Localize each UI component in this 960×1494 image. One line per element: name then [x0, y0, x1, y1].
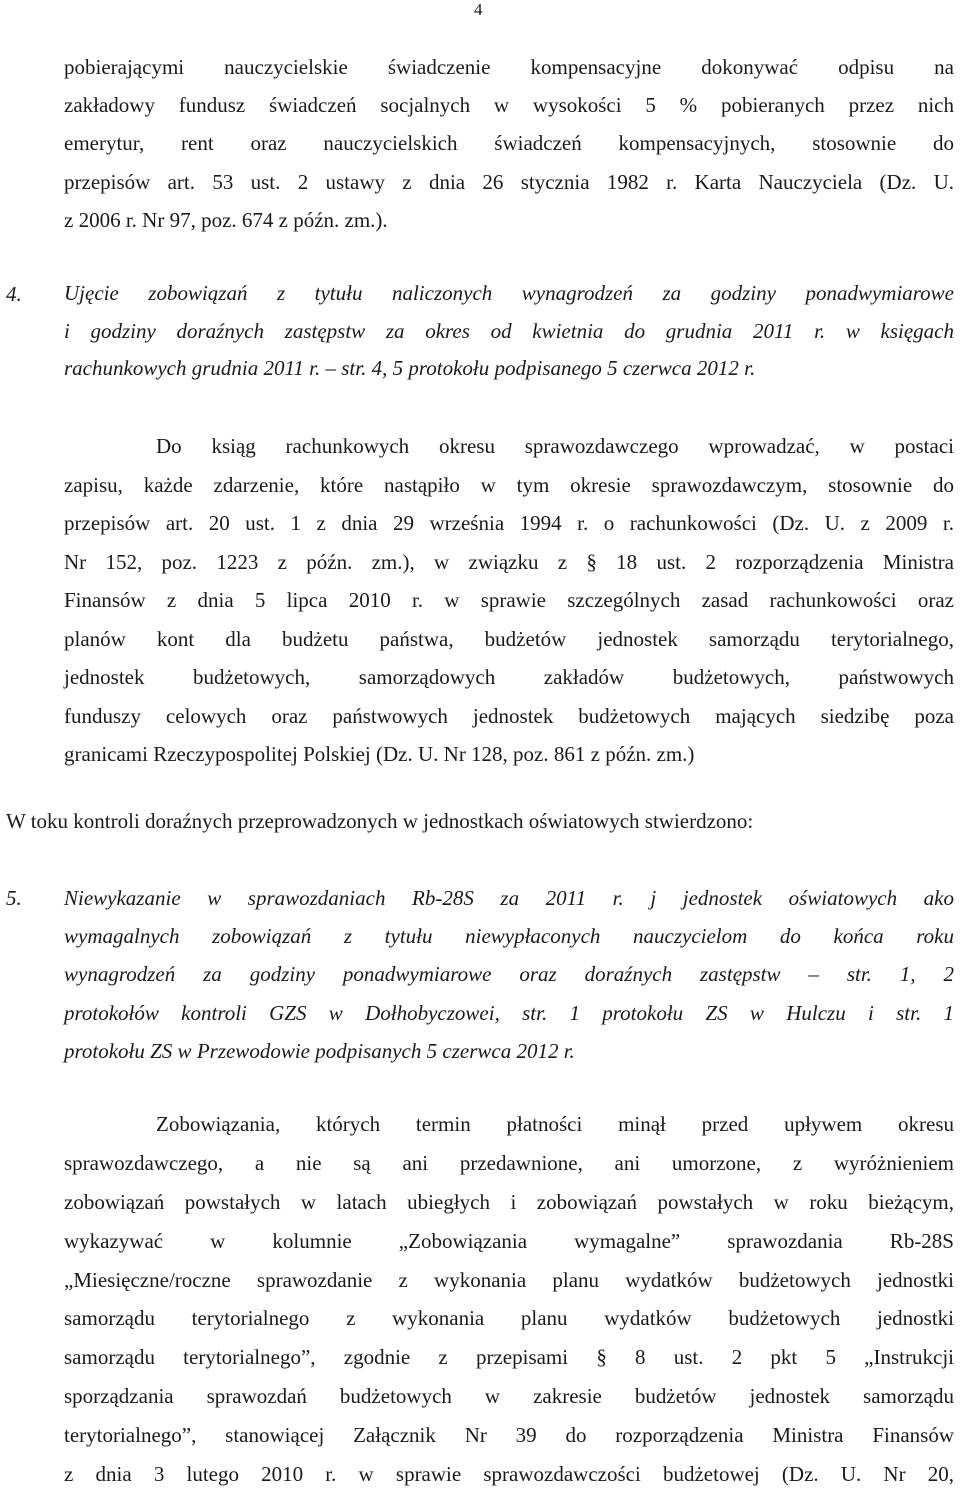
text-line: Niewykazanie w sprawozdaniach Rb-28S za 2011 r. j jednostek oświatowych ako — [64, 886, 954, 910]
paragraph-intro — [64, 48, 954, 239]
text-line: pobierającymi nauczycielskie świadczenie kompensacyjne dokonywać odpisu na — [64, 55, 954, 79]
text-line: sprawozdawczego, a nie są ani przedawnione, ani umorzone, z wyróżnieniem — [64, 1150, 954, 1175]
text-line: Do ksiąg rachunkowych okresu sprawozdawczego wprowadzać, w postaci — [156, 434, 954, 458]
text-line: zakładowy fundusz świadczeń socjalnych w wysokości 5 % pobieranych przez nich — [64, 93, 954, 118]
text-line: planów kont dla budżetu państwa, budżetów jednostek samorządu terytorialnego, — [64, 626, 954, 651]
text-line: z 2006 r. Nr 97, poz. 674 z późn. zm.). — [64, 207, 388, 232]
text-line: Finansów z dnia 5 lipca 2010 r. w sprawie szczególnych zasad rachunkowości oraz — [64, 588, 954, 612]
item-4-finding — [64, 275, 954, 388]
text-line: wynagrodzeń za godziny ponadwymiarowe oraz doraźnych zastępstw – str. 1, 2 — [64, 962, 954, 987]
text-line: wymagalnych zobowiązań z tytułu niewypłaconych nauczycielom do końca roku — [64, 924, 954, 949]
findings-intro: W toku kontroli doraźnych przeprowadzonych w jednostkach oświatowych stwierdzono: — [6, 809, 754, 833]
text-line: emerytur, rent oraz nauczycielskich świadczeń kompensacyjnych, stosownie do — [64, 131, 954, 156]
text-line: protokołu ZS w Przewodowie podpisanych 5 czerwca 2012 r. — [64, 1038, 575, 1063]
text-line: zobowiązań powstałych w latach ubiegłych i zobowiązań powstałych w roku bieżącym, — [64, 1189, 954, 1214]
text-line: funduszy celowych oraz państwowych jednostek budżetowych mających siedzibę poza — [64, 703, 954, 728]
text-line: Ujęcie zobowiązań z tytułu naliczonych wynagrodzeń za godziny ponadwymiarowe — [64, 281, 954, 305]
paragraph-recommendation-accounting — [64, 427, 954, 774]
text-line: granicami Rzeczypospolitej Polskiej (Dz. U. Nr 128, poz. 861 z późn. zm.) — [64, 742, 695, 766]
item-4-number: 4. — [6, 282, 22, 306]
text-line: protokołów kontroli GZS w Dołhobyczowei, str. 1 protokołu ZS w Hulczu i str. 1 — [64, 1000, 954, 1025]
text-line: „Miesięczne/roczne sprawozdanie z wykonania planu wydatków budżetowych jednostki — [64, 1267, 954, 1292]
item-5-finding — [64, 879, 954, 1070]
text-line: przepisów art. 53 ust. 2 ustawy z dnia 26 stycznia 1982 r. Karta Nauczyciela (Dz. U. — [64, 169, 954, 194]
text-line: przepisów art. 20 ust. 1 z dnia 29 września 1994 r. o rachunkowości (Dz. U. z 2009 r. — [64, 511, 954, 535]
text-line: Zobowiązania, których termin płatności minął przed upływem okresu — [156, 1112, 954, 1136]
text-line: Nr 152, poz. 1223 z późn. zm.), w związku z § 18 ust. 2 rozporządzenia Ministra — [64, 549, 954, 574]
text-line: rachunkowych grudnia 2011 r. – str. 4, 5 protokołu podpisanego 5 czerwca 2012 r. — [64, 356, 756, 381]
text-line: wykazywać w kolumnie „Zobowiązania wymagalne” sprawozdania Rb-28S — [64, 1228, 954, 1253]
text-line: jednostek budżetowych, samorządowych zakładów budżetowych, państwowych — [64, 665, 954, 689]
text-line: terytorialnego”, stanowiącej Załącznik Nr 39 do rozporządzenia Ministra Finansów — [64, 1423, 954, 1448]
text-line: z dnia 3 lutego 2010 r. w sprawie sprawozdawczości budżetowej (Dz. U. Nr 20, — [64, 1462, 954, 1487]
text-line: i godziny doraźnych zastępstw za okres od kwietnia do grudnia 2011 r. w księgach — [64, 318, 954, 343]
text-line: samorządu terytorialnego”, zgodnie z przepisami § 8 ust. 2 pkt 5 „Instrukcji — [64, 1345, 954, 1370]
paragraph-recommendation-liabilities — [64, 1105, 954, 1494]
text-line: sporządzania sprawozdań budżetowych w zakresie budżetów jednostek samorządu — [64, 1384, 954, 1409]
text-line: zapisu, każde zdarzenie, które nastąpiło w tym okresie sprawozdawczym, stosownie do — [64, 472, 954, 497]
item-5-number: 5. — [6, 886, 22, 910]
page-number: 4 — [474, 0, 483, 19]
text-line: samorządu terytorialnego z wykonania planu wydatków budżetowych jednostki — [64, 1306, 954, 1331]
